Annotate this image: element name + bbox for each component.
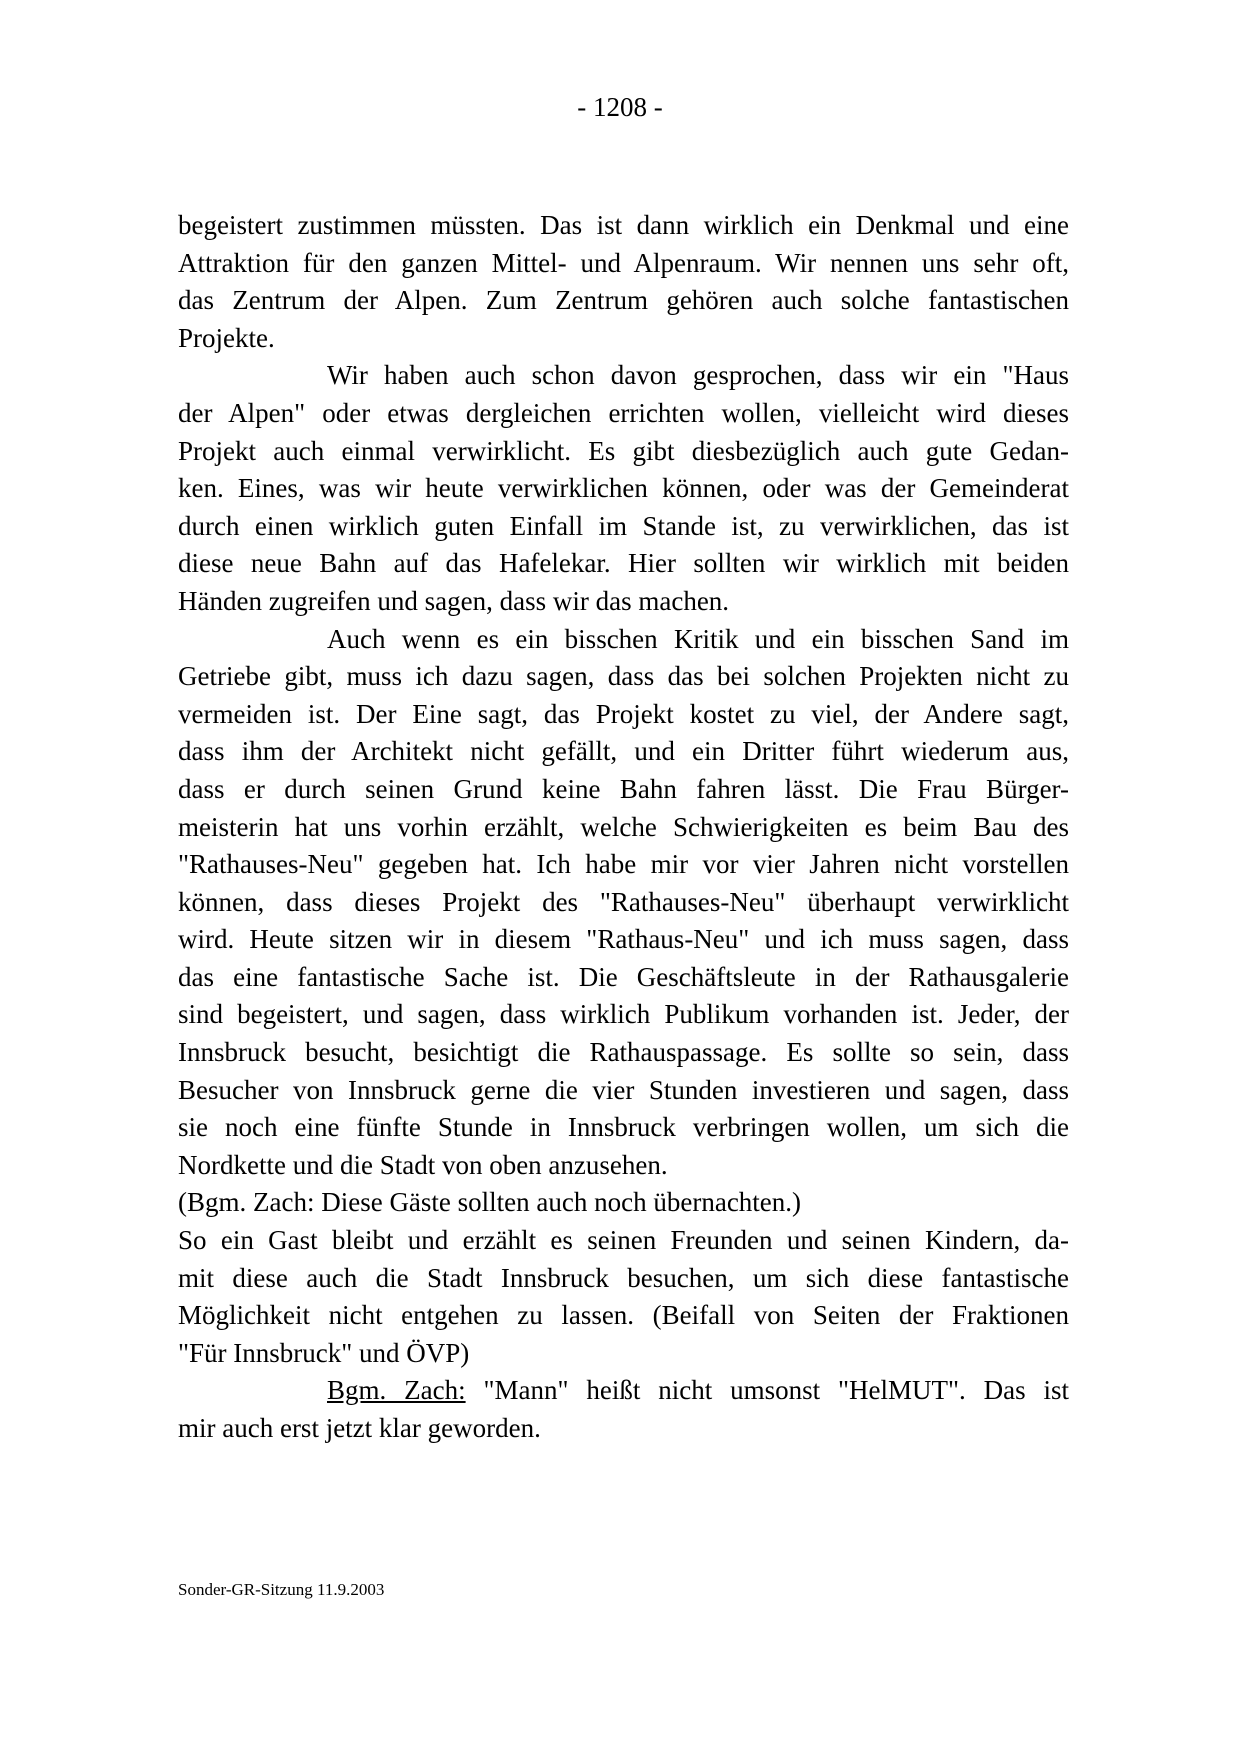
text-line: das Zentrum der Alpen. Zum Zentrum gehören auch solche fantastischen (178, 285, 1069, 316)
text-line: Projekt auch einmal verwirklicht. Es gibt diesbezüglich auch gute Gedan- (178, 435, 1069, 466)
text-line: können, dass dieses Projekt des "Rathauses-Neu" überhaupt verwirklicht (178, 886, 1069, 917)
text-line: So ein Gast bleibt und erzählt es seinen Freunden und seinen Kindern, da- (178, 1225, 1069, 1256)
text-line: Nordkette und die Stadt von oben anzusehen. (178, 1149, 668, 1180)
text-line: dass ihm der Architekt nicht gefällt, und ein Dritter führt wiederum aus, (178, 736, 1069, 767)
text-line: Händen zugreifen und sagen, dass wir das machen. (178, 585, 730, 616)
text-line: "Rathauses-Neu" gegeben hat. Ich habe mir vor vier Jahren nicht vorstellen (178, 849, 1069, 880)
text-line: mit diese auch die Stadt Innsbruck besuchen, um sich diese fantastische (178, 1262, 1069, 1293)
body-text (178, 207, 1069, 1448)
text-line: Innsbruck besucht, besichtigt die Rathauspassage. Es sollte so sein, dass (178, 1037, 1069, 1068)
text-line: das eine fantastische Sache ist. Die Geschäftsleute in der Rathausgalerie (178, 961, 1069, 992)
text-line: Möglichkeit nicht entgehen zu lassen. (Beifall von Seiten der Fraktionen (178, 1300, 1069, 1331)
text-line: durch einen wirklich guten Einfall im Stande ist, zu verwirklichen, das ist (178, 510, 1069, 541)
text-line: "Für Innsbruck" und ÖVP) (178, 1337, 470, 1368)
text-line: Attraktion für den ganzen Mittel- und Alpenraum. Wir nennen uns sehr oft, (178, 247, 1069, 278)
speaker-label: Bgm. Zach: (327, 1375, 466, 1406)
text-line: Wir haben auch schon davon gesprochen, dass wir ein "Haus (327, 360, 1069, 391)
text-line: sie noch eine fünfte Stunde in Innsbruck verbringen wollen, um sich die (178, 1112, 1069, 1143)
text-line: begeistert zustimmen müssten. Das ist dann wirklich ein Denkmal und eine (178, 210, 1069, 240)
text-line: der Alpen" oder etwas dergleichen errichten wollen, vielleicht wird dieses (178, 397, 1069, 428)
text-line: Getriebe gibt, muss ich dazu sagen, dass das bei solchen Projekten nicht zu (178, 661, 1069, 692)
text-line: vermeiden ist. Der Eine sagt, das Projekt kostet zu viel, der Andere sagt, (178, 698, 1069, 729)
text-line: (Bgm. Zach: Diese Gäste sollten auch noch übernachten.) (178, 1187, 802, 1218)
text-line: Projekte. (178, 322, 275, 353)
text-line: meisterin hat uns vorhin erzählt, welche Schwierigkeiten es beim Bau des (178, 811, 1069, 842)
text-line: dass er durch seinen Grund keine Bahn fahren lässt. Die Frau Bürger- (178, 773, 1069, 804)
closing-text: "Mann" heißt nicht umsonst "HelMUT". Das ist (465, 1375, 1069, 1406)
footer-session-label: Sonder-GR-Sitzung 11.9.2003 (178, 1580, 385, 1599)
text-line: Auch wenn es ein bisschen Kritik und ein bisschen Sand im (327, 623, 1069, 654)
page-number: - 1208 - (577, 92, 663, 122)
text-line: Besucher von Innsbruck gerne die vier Stunden investieren und sagen, dass (178, 1074, 1069, 1105)
text-line: sind begeistert, und sagen, dass wirklich Publikum vorhanden ist. Jeder, der (178, 999, 1069, 1030)
closing-line-end: mir auch erst jetzt klar geworden. (178, 1413, 541, 1443)
text-line: wird. Heute sitzen wir in diesem "Rathaus-Neu" und ich muss sagen, dass (178, 924, 1069, 955)
closing-line (178, 1372, 1069, 1410)
text-line: diese neue Bahn auf das Hafelekar. Hier sollten wir wirklich mit beiden (178, 548, 1069, 579)
text-line: ken. Eines, was wir heute verwirklichen können, oder was der Gemeinderat (178, 473, 1069, 504)
